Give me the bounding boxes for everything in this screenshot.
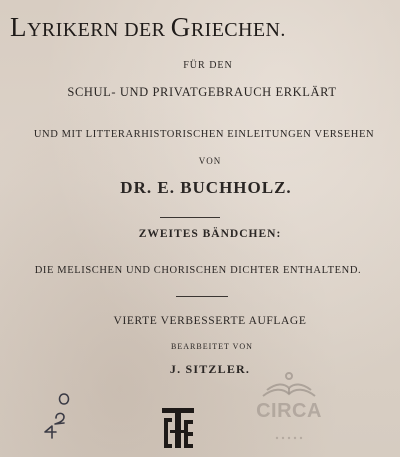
volume-label: ZWEITES BÄNDCHEN: xyxy=(138,228,282,240)
divider-rule-1 xyxy=(160,217,220,218)
von-label: VON xyxy=(198,156,222,166)
circa-watermark xyxy=(243,368,335,452)
handwritten-note-420 xyxy=(42,382,76,440)
volume-contents: DIE MELISCHEN UND CHORISCHEN DICHTER ENTHALTEND. xyxy=(34,265,362,276)
edition-label: VIERTE VERBESSERTE AUFLAGE xyxy=(113,315,307,327)
title-initial-l: L xyxy=(10,12,28,42)
bearbeitet-von-label: BEARBEITET VON xyxy=(171,342,253,351)
divider-rule-2 xyxy=(176,296,228,297)
title-lyrikern-der: YRIKERN DER xyxy=(27,19,171,41)
subtitle-einleitungen: UND MIT LITTERARHISTORISCHEN EINLEITUNGEN VERSEHEN xyxy=(33,129,375,140)
publisher-monogram-icon xyxy=(160,406,196,450)
book-title xyxy=(0,12,382,43)
title-initial-g: G xyxy=(170,12,191,42)
title-griechen: RIECHEN. xyxy=(190,19,286,41)
subtitle-gebrauch: SCHUL- UND PRIVATGEBRAUCH ERKLÄRT xyxy=(67,85,337,99)
subtitle-fuer-den: FÜR DEN xyxy=(183,60,233,71)
editor-name: J. SITZLER. xyxy=(169,362,251,376)
author-name: DR. E. BUCHHOLZ. xyxy=(120,178,292,197)
watermark-text: CIRCA xyxy=(256,400,322,422)
